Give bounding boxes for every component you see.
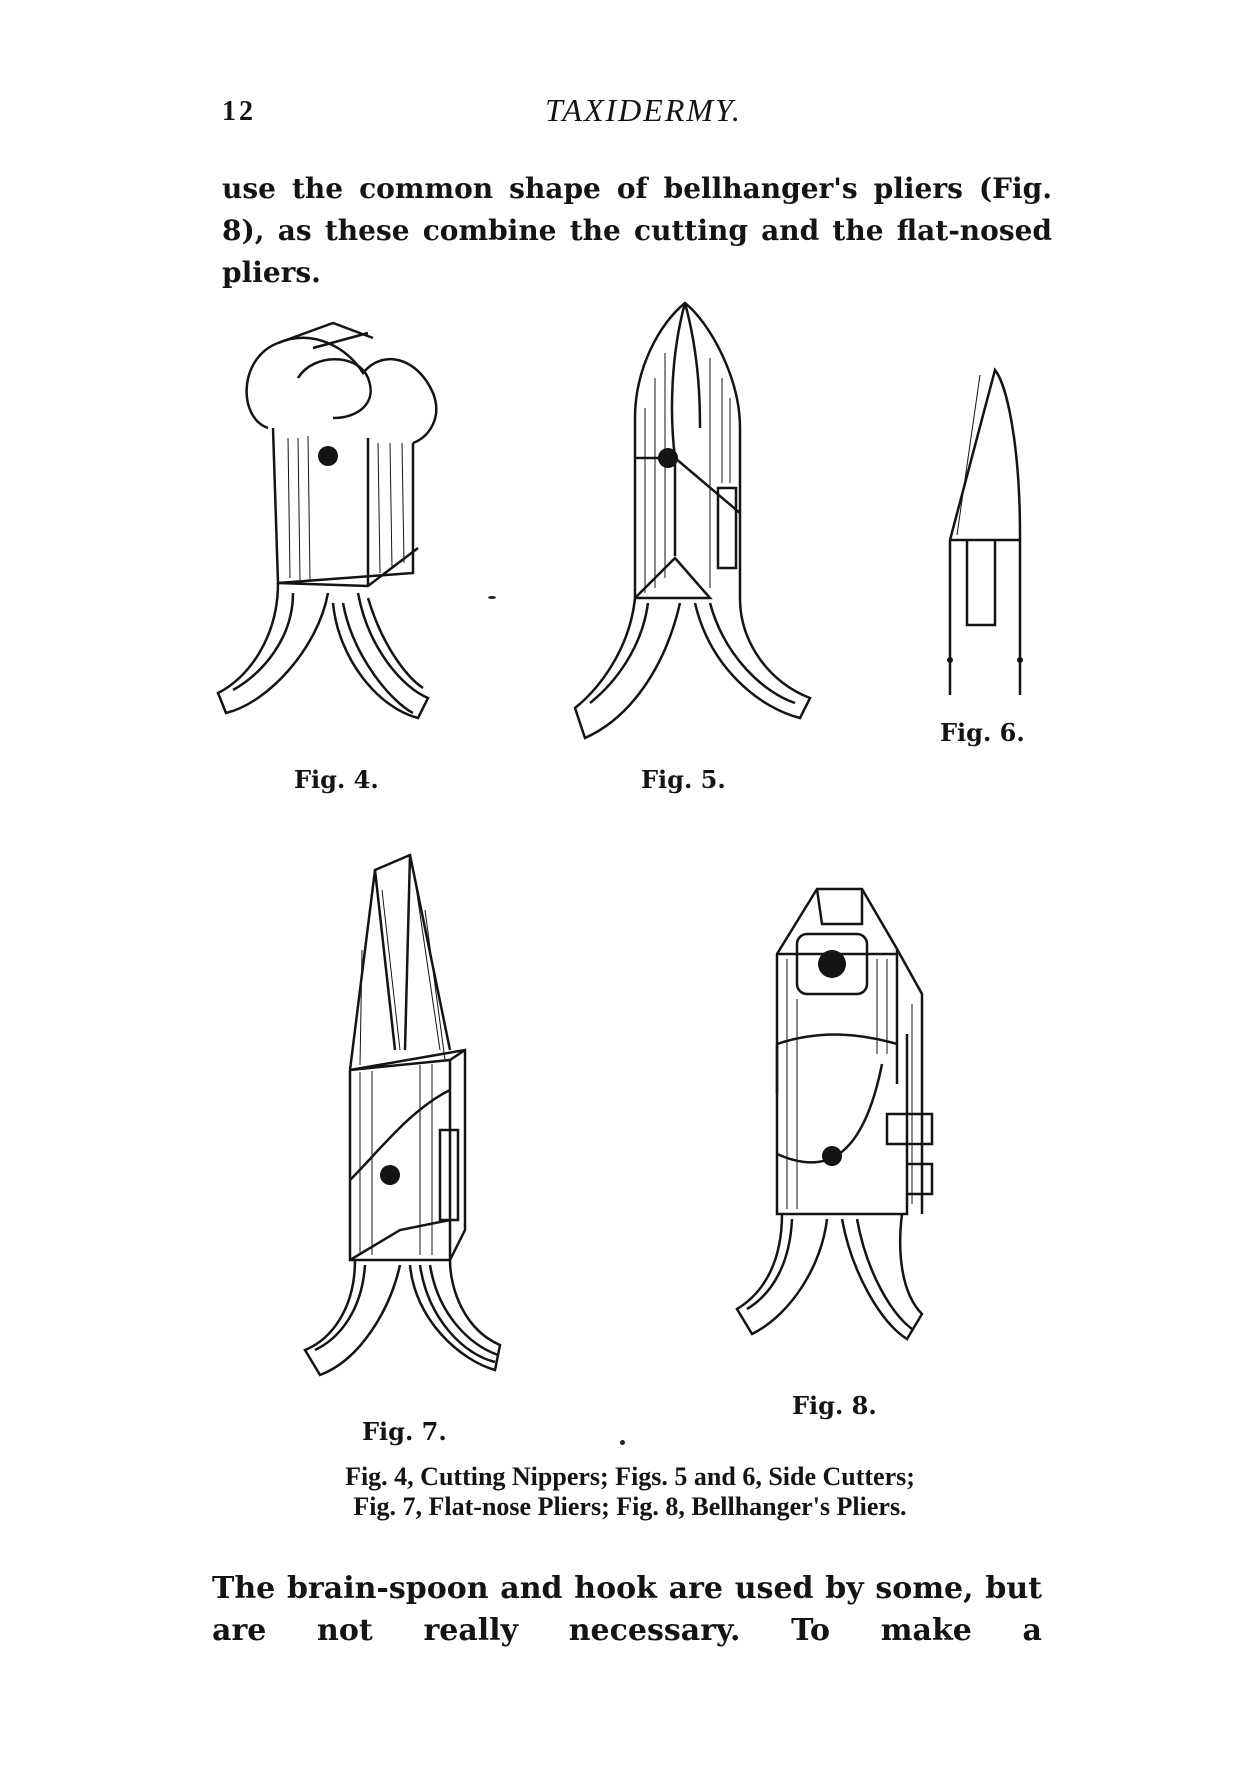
- stray-mark: [488, 596, 496, 599]
- figure-6-label: Fig. 6.: [940, 718, 1025, 747]
- figure-5-label: Fig. 5.: [641, 765, 726, 794]
- figure-6: [945, 365, 1025, 705]
- figure-caption: [210, 1462, 1050, 1522]
- figure-5: [570, 298, 820, 758]
- intro-paragraph: use the common shape of bellhanger's pliers (Fig. 8), as these combine the cutting and the flat-nosed pliers.: [222, 172, 1052, 289]
- side-cutter-blade-illustration: [945, 365, 1025, 705]
- page-number: 12: [222, 96, 256, 127]
- figure-7: [300, 850, 560, 1410]
- stray-mark: [620, 1440, 625, 1445]
- bellhangers-pliers-illustration: [732, 884, 962, 1364]
- side-cutters-illustration: [570, 298, 820, 758]
- running-title: TAXIDERMY.: [545, 92, 742, 128]
- figure-7-label: Fig. 7.: [362, 1417, 447, 1446]
- figure-8-label: Fig. 8.: [792, 1391, 877, 1420]
- cutting-nippers-illustration: [218, 318, 478, 738]
- figure-4: [218, 318, 478, 738]
- flat-nose-pliers-illustration: [300, 850, 560, 1410]
- figure-4-label: Fig. 4.: [294, 765, 379, 794]
- caption-line-1: Fig. 4, Cutting Nippers; Figs. 5 and 6, Side Cutters;: [345, 1462, 915, 1491]
- body-paragraph: The brain-spoon and hook are used by some, but are not really necessary. To make a: [212, 1571, 1042, 1648]
- running-header: [0, 0, 1259, 140]
- figure-8: [732, 884, 962, 1364]
- caption-line-2: Fig. 7, Flat-nose Pliers; Fig. 8, Bellhanger's Pliers.: [353, 1492, 907, 1521]
